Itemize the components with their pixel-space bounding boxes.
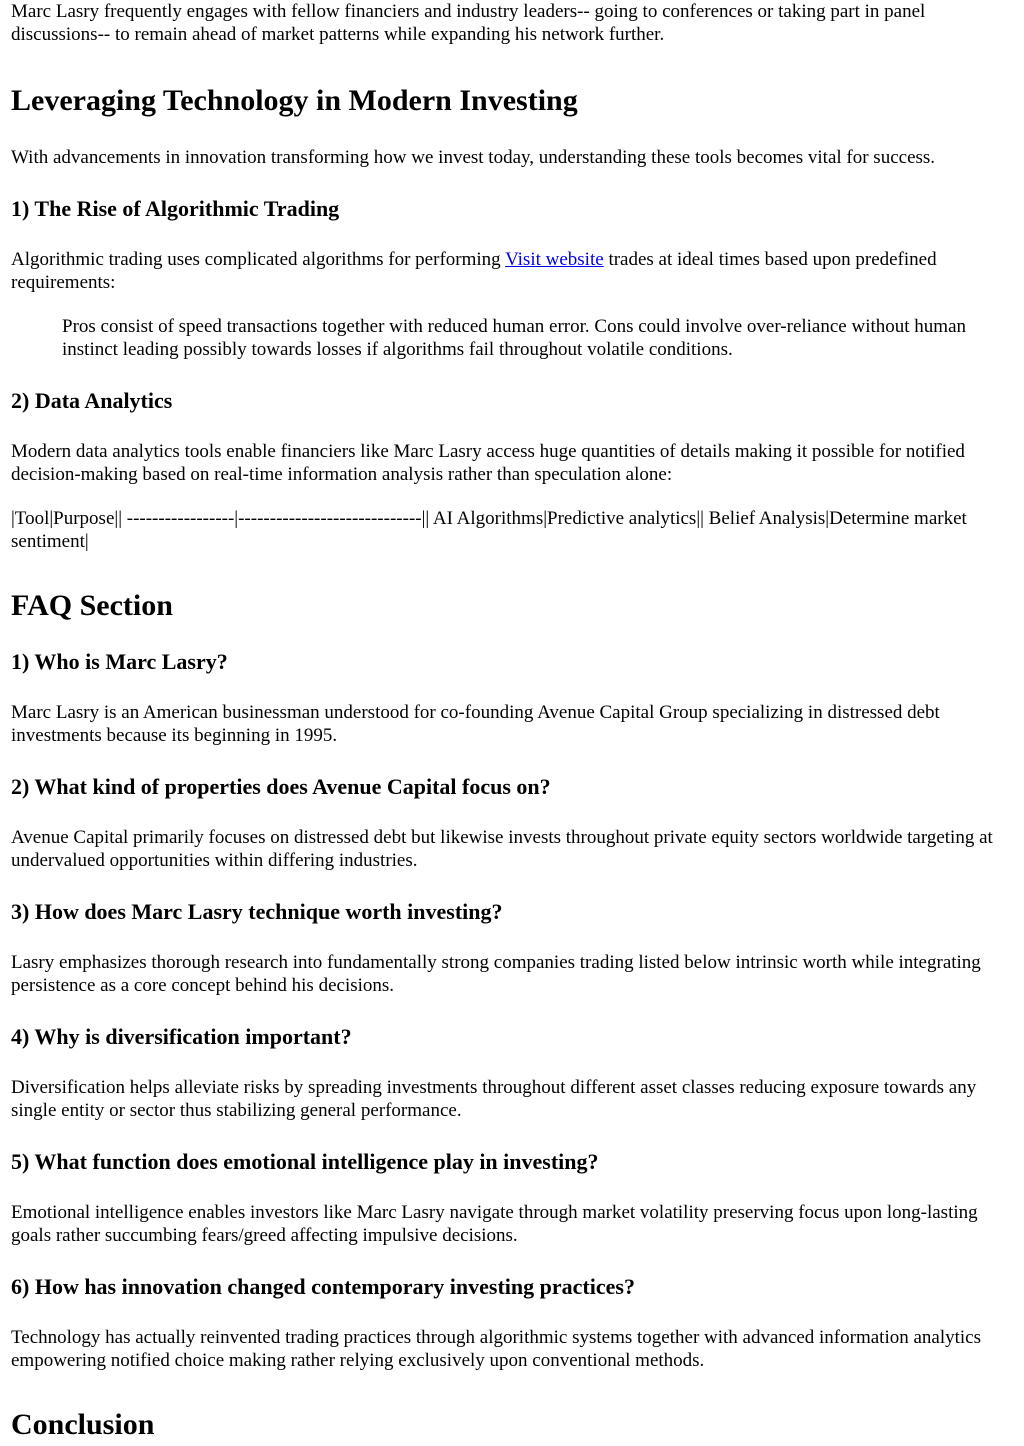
subheading-data-analytics: 2) Data Analytics — [11, 388, 173, 413]
faq-answer: Marc Lasry is an American businessman understood for co-founding Avenue Capital Group specializing in distressed debt investments because its beginning in 1995. — [11, 702, 940, 746]
faq-question: 4) Why is diversification important? — [11, 1024, 352, 1049]
faq-answer: Avenue Capital primarily focuses on distressed debt but likewise invests throughout private equity sectors worldwide targeting at undervalued opportunities within differing industries. — [11, 827, 993, 871]
pros-cons-quote: Pros consist of speed transactions together with reduced human error. Cons could involve over-reliance without human instinct leading possibly towards losses if algorithms fail throughout volatile conditions. — [62, 316, 967, 360]
faq-question: 2) What kind of properties does Avenue Capital focus on? — [11, 774, 551, 799]
data-analytics-paragraph: Modern data analytics tools enable financiers like Marc Lasry access huge quantities of details making it possible for notified decision-making based on real-time information analysis rather than speculation alone: — [11, 441, 965, 485]
faq-answer: Technology has actually reinvented trading practices through algorithmic systems together with advanced information analytics empowering notified choice making rather relying exclusively upon conventional methods. — [11, 1327, 982, 1371]
faq-answer: Emotional intelligence enables investors like Marc Lasry navigate through market volatility preserving focus upon long-lasting goals rather succumbing fears/greed affecting impulsive decisions. — [11, 1202, 978, 1246]
visit-website-link[interactable]: Visit website — [505, 249, 604, 270]
faq-answer: Lasry emphasizes thorough research into fundamentally strong companies trading listed below intrinsic worth while integrating persistence as a core concept behind his decisions. — [11, 952, 981, 996]
subheading-algorithmic-trading: 1) The Rise of Algorithmic Trading — [11, 196, 340, 221]
algo-text-before-link: Algorithmic trading uses complicated algorithms for performing — [11, 249, 506, 270]
section-heading-faq: FAQ Section — [11, 589, 173, 622]
algorithmic-trading-paragraph — [11, 248, 1013, 294]
faq-question: 3) How does Marc Lasry technique worth investing? — [11, 899, 503, 924]
faq-answer: Diversification helps alleviate risks by spreading investments throughout different asset classes reducing exposure towards any single entity or sector thus stabilizing general performance. — [11, 1077, 977, 1121]
section-heading-technology: Leveraging Technology in Modern Investing — [11, 84, 578, 117]
faq-question: 1) Who is Marc Lasry? — [11, 649, 228, 674]
raw-markdown-table: |Tool|Purpose|| -----------------|-----------------------------|| AI Algorithms|Predictive analytics|| Belief Analysis|Determine market sentiment| — [11, 508, 967, 552]
faq-question: 6) How has innovation changed contemporary investing practices? — [11, 1274, 635, 1299]
section-heading-conclusion: Conclusion — [11, 1408, 155, 1441]
algo-text-after-link: trades at ideal times based upon predefined requirements: — [11, 249, 937, 293]
technology-paragraph: With advancements in innovation transforming how we invest today, understanding these tools becomes vital for success. — [11, 147, 936, 168]
intro-paragraph: Marc Lasry frequently engages with fellow financiers and industry leaders-- going to conferences or taking part in panel discussions-- to remain ahead of market patterns while expanding his network further. — [11, 1, 926, 45]
faq-question: 5) What function does emotional intelligence play in investing? — [11, 1149, 599, 1174]
